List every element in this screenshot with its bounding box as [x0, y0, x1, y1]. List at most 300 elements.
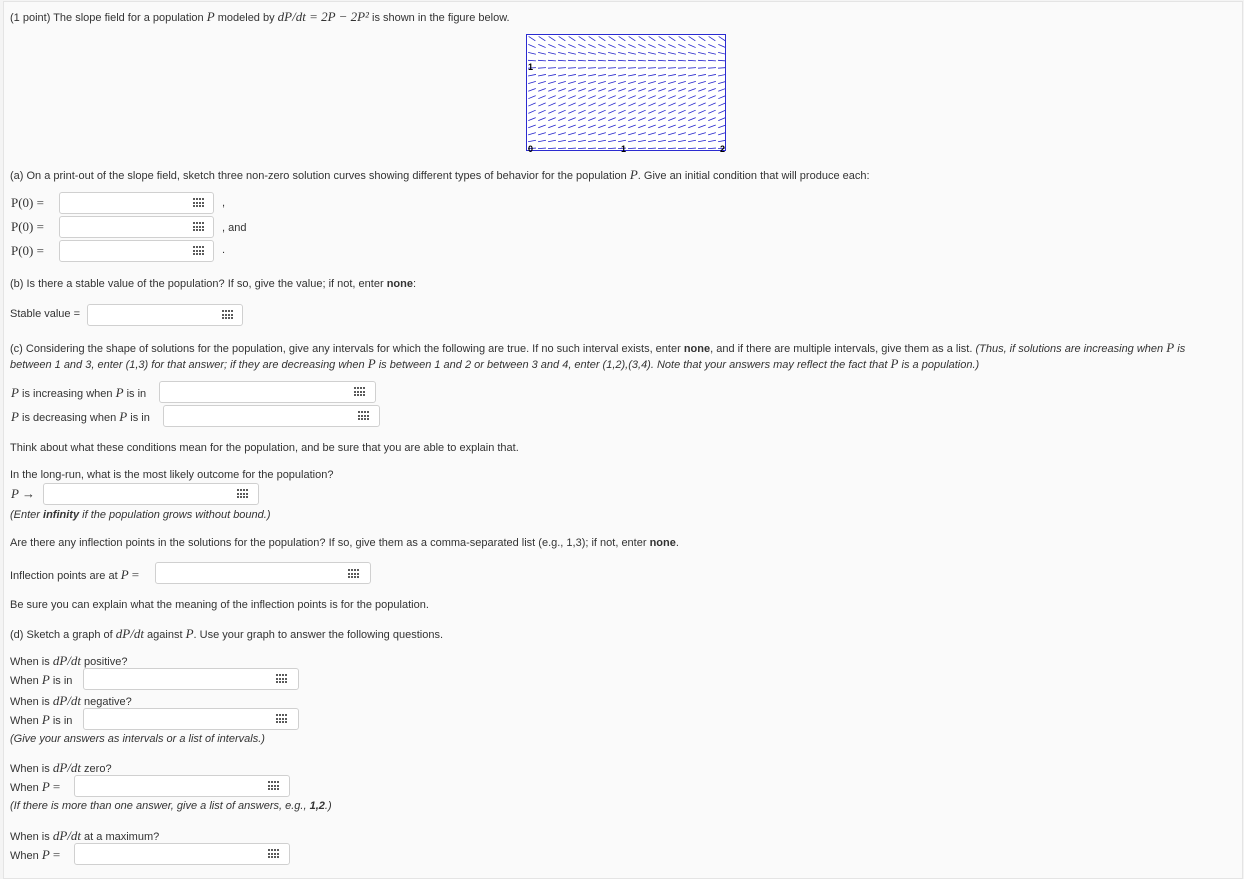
negative-input[interactable]: [83, 708, 299, 730]
slope-segment: [558, 118, 565, 121]
equation-editor-icon[interactable]: [348, 569, 360, 579]
slope-segment: [568, 103, 575, 106]
slope-segment: [588, 60, 596, 61]
intervals-note: (Give your answers as intervals or a list of intervals.): [10, 733, 265, 745]
maximum-when-label: When P =: [10, 847, 61, 862]
slope-segment: [688, 68, 696, 69]
slope-segment: [608, 88, 616, 91]
slope-segment: [628, 118, 635, 121]
slope-segment: [688, 133, 696, 135]
slope-segment: [628, 68, 636, 69]
slope-segment: [668, 44, 675, 47]
slope-segment: [559, 36, 566, 40]
slope-segment: [708, 44, 715, 47]
slope-segment: [608, 118, 615, 121]
equation-editor-icon[interactable]: [193, 246, 205, 256]
slope-segment: [658, 74, 666, 76]
slope-segment: [628, 52, 636, 54]
slope-segment: [578, 74, 586, 76]
more-answers-note: (If there is more than one answer, give a list of answers, e.g., 1,2.): [10, 800, 332, 812]
equation-editor-icon[interactable]: [358, 411, 370, 421]
slope-segment: [538, 140, 546, 142]
slope-segment: [558, 88, 566, 91]
x-tick-0: 0: [528, 144, 534, 154]
slope-segment: [668, 133, 676, 135]
slope-segment: [648, 44, 655, 47]
slope-segment: [688, 52, 696, 54]
equation-editor-icon[interactable]: [276, 714, 288, 724]
slope-segment: [718, 68, 726, 69]
slope-segment: [528, 81, 536, 83]
slope-segment: [558, 133, 566, 135]
slope-segment: [708, 52, 716, 54]
slope-segment: [558, 81, 566, 83]
positive-question: When is dP/dt positive?: [10, 653, 128, 668]
positive-when-label: When P is in: [10, 672, 73, 687]
slope-segment: [538, 133, 546, 135]
slope-segment: [709, 36, 716, 40]
slope-segment: [638, 110, 645, 113]
slope-segment: [608, 52, 616, 54]
slope-segment: [588, 110, 595, 113]
p0-input-1[interactable]: [59, 192, 214, 214]
slope-segment: [648, 74, 656, 76]
slope-segment: [568, 88, 576, 91]
part-a-end: . Give an initial condition that will produce each:: [637, 170, 870, 182]
slope-segment: [708, 88, 716, 91]
inflection-input[interactable]: [155, 562, 371, 584]
slope-segment: [579, 36, 586, 40]
slope-segment: [628, 88, 636, 91]
slope-segment: [578, 96, 585, 99]
slope-segment: [688, 96, 695, 99]
slope-segment: [719, 36, 726, 40]
slope-segment: [588, 140, 596, 142]
slope-segment: [628, 110, 635, 113]
maximum-input[interactable]: [74, 843, 290, 865]
zero-when-label: When P =: [10, 779, 61, 794]
slope-segment: [638, 140, 646, 142]
slope-segment: [678, 133, 686, 135]
equation-editor-icon[interactable]: [268, 781, 280, 791]
slope-segment: [678, 52, 686, 54]
equation-editor-icon[interactable]: [268, 849, 280, 859]
slope-segment: [539, 36, 546, 40]
slope-segment: [558, 96, 565, 99]
slope-segment: [708, 96, 715, 99]
slope-segment: [658, 103, 665, 106]
slope-segment: [698, 44, 705, 47]
slope-segment: [538, 118, 545, 121]
slope-segment: [568, 96, 575, 99]
slope-segment: [688, 125, 696, 128]
slope-segment: [599, 36, 606, 40]
slope-segment: [658, 60, 666, 61]
slope-segment: [628, 44, 635, 47]
slope-segment: [688, 88, 696, 91]
slope-segment: [578, 110, 585, 113]
slope-segment: [568, 74, 576, 76]
slope-segment: [538, 60, 546, 61]
slope-segment: [718, 140, 726, 142]
decreasing-input[interactable]: [163, 405, 380, 427]
slope-segment: [638, 74, 646, 76]
slope-segment: [538, 125, 546, 128]
slope-segment: [618, 44, 625, 47]
slope-segment: [718, 60, 726, 61]
slope-segment: [598, 68, 606, 69]
think-text: Think about what these conditions mean for the population, and be sure that you are able to explain that.: [10, 442, 519, 454]
slope-segment: [568, 81, 576, 83]
slope-segment: [578, 68, 586, 69]
slope-segment: [628, 74, 636, 76]
slope-segment: [538, 68, 546, 69]
slope-segment: [618, 81, 626, 83]
slope-segment: [648, 60, 656, 61]
slope-segment: [598, 60, 606, 61]
slope-segment: [648, 125, 656, 128]
slope-segment: [598, 103, 605, 106]
slope-segment: [588, 74, 596, 76]
slope-segment: [548, 110, 555, 113]
slope-segment: [589, 36, 596, 40]
slope-segment: [548, 148, 556, 149]
x-tick-2: 2: [720, 144, 726, 154]
slope-segment: [568, 118, 575, 121]
slope-segment: [639, 36, 646, 40]
slope-segment: [708, 60, 716, 61]
slope-segment: [718, 133, 726, 135]
slope-segment: [588, 81, 596, 83]
slope-segment: [688, 81, 696, 83]
slope-segment: [548, 118, 555, 121]
slope-segment: [558, 60, 566, 61]
slope-segment: [588, 118, 595, 121]
slope-segment: [608, 96, 615, 99]
p0-input-3[interactable]: [59, 240, 214, 262]
slope-segment: [648, 148, 656, 149]
slope-segment: [658, 44, 665, 47]
slope-segment: [608, 103, 615, 106]
slope-segment: [648, 110, 655, 113]
slope-segment: [668, 103, 675, 106]
slope-segment: [618, 110, 625, 113]
slope-segment: [608, 110, 615, 113]
slope-segment: [528, 74, 536, 76]
slope-segment: [548, 96, 555, 99]
slope-segment: [598, 74, 606, 76]
slope-segment: [718, 110, 725, 113]
slope-segment: [548, 103, 555, 106]
slope-segment: [698, 133, 706, 135]
slope-segment: [609, 36, 616, 40]
slope-segment: [558, 44, 565, 47]
slope-segment: [718, 88, 726, 91]
slope-segment: [608, 74, 616, 76]
slope-segment: [658, 52, 666, 54]
zero-question: When is dP/dt zero?: [10, 760, 112, 775]
slope-segment: [608, 133, 616, 135]
sep-1: ,: [222, 197, 226, 209]
slope-segment: [618, 118, 625, 121]
slope-segment: [598, 140, 606, 142]
slope-segment: [538, 52, 546, 54]
stable-value-input[interactable]: [87, 304, 243, 326]
slope-segment: [588, 44, 595, 47]
slope-segment: [688, 110, 695, 113]
increasing-label: P is increasing when P is in: [11, 385, 147, 400]
slope-segment: [668, 81, 676, 83]
slope-segment: [588, 52, 596, 54]
intro-var: P: [206, 9, 215, 24]
slope-segment: [668, 68, 676, 69]
slope-segment: [628, 81, 636, 83]
slope-segment: [619, 36, 626, 40]
slope-segment: [688, 148, 696, 149]
slope-segment: [558, 74, 566, 76]
slope-segment: [698, 118, 705, 121]
slope-segment: [618, 103, 625, 106]
part-a-question: [10, 167, 870, 183]
slope-segment: [688, 140, 696, 142]
slope-segment: [558, 103, 565, 106]
slope-segment: [718, 81, 726, 83]
slope-segment: [598, 110, 605, 113]
equation-editor-icon[interactable]: [193, 198, 205, 208]
slope-segment: [578, 60, 586, 61]
slope-segment: [528, 125, 536, 128]
slope-segment: [679, 36, 686, 40]
slope-segment: [608, 81, 616, 83]
slope-segment: [658, 81, 666, 83]
slope-segment: [659, 36, 666, 40]
slope-segment: [618, 96, 625, 99]
slope-segment: [569, 36, 576, 40]
equation-editor-icon[interactable]: [222, 310, 234, 320]
slope-segment: [648, 133, 656, 135]
slope-segment: [658, 125, 666, 128]
slope-segment: [548, 68, 556, 69]
slope-segment: [588, 68, 596, 69]
intro-mid: modeled by: [217, 12, 275, 24]
slope-segment: [638, 103, 645, 106]
slope-segment: [578, 133, 586, 135]
slope-segment: [638, 68, 646, 69]
slope-segment: [718, 125, 726, 128]
slope-segment: [529, 36, 536, 40]
inflection-label: Inflection points are at P =: [10, 567, 140, 582]
slope-segment: [528, 133, 536, 135]
slope-segment: [629, 36, 636, 40]
equation-editor-icon[interactable]: [193, 222, 205, 232]
slope-segment: [678, 140, 686, 142]
slope-segment: [598, 118, 605, 121]
slope-segment: [608, 125, 616, 128]
slope-segment: [558, 52, 566, 54]
slope-segment: [688, 103, 695, 106]
slope-segment: [528, 52, 536, 54]
slope-segment: [538, 103, 545, 106]
slope-segment: [548, 74, 556, 76]
slope-segment: [618, 60, 626, 61]
longrun-question: In the long-run, what is the most likely outcome for the population?: [10, 469, 334, 481]
slope-segment: [658, 68, 666, 69]
zero-input[interactable]: [74, 775, 290, 797]
slope-segment: [548, 44, 555, 47]
slope-segment: [538, 88, 546, 91]
slope-segment: [658, 140, 666, 142]
sep-3: .: [222, 244, 226, 256]
slope-segment: [688, 60, 696, 61]
slope-segment: [708, 140, 716, 142]
slope-segment: [568, 148, 576, 149]
slope-segment: [558, 140, 566, 142]
slope-segment: [598, 96, 605, 99]
p0-label-3: P(0) =: [11, 243, 44, 258]
equation-editor-icon[interactable]: [354, 387, 366, 397]
slope-segment: [698, 88, 706, 91]
slope-segment: [698, 74, 706, 76]
increasing-input[interactable]: [159, 381, 376, 403]
slope-segment: [698, 140, 706, 142]
p0-label-2: P(0) =: [11, 219, 44, 234]
slope-segment: [538, 148, 546, 149]
slope-segment: [528, 140, 536, 142]
slope-segment: [718, 44, 725, 47]
slope-segment: [538, 74, 546, 76]
slope-segment: [708, 110, 715, 113]
slope-segment: [678, 96, 685, 99]
slope-segment: [608, 68, 616, 69]
slope-segment: [598, 133, 606, 135]
slope-segment: [648, 103, 655, 106]
slope-segment: [598, 88, 606, 91]
slope-segment: [698, 148, 706, 149]
slope-segment: [628, 96, 635, 99]
slope-segment: [528, 103, 535, 106]
positive-input[interactable]: [83, 668, 299, 690]
slope-segment: [618, 74, 626, 76]
slope-segment: [558, 110, 565, 113]
slope-segment: [638, 125, 646, 128]
slope-segment: [608, 60, 616, 61]
part-a-text: (a) On a print-out of the slope field, sketch three non-zero solution curves showing different types of behavior for the population: [10, 170, 627, 182]
slope-segment: [688, 74, 696, 76]
part-c-line1: (c) Considering the shape of solutions for the population, give any intervals for which the following are true. If no such interval exists, enter none, and if there are multiple intervals, give them as a list. (Thus, if solutions are increasing when P is: [10, 340, 1186, 355]
problem-intro: [10, 9, 510, 25]
slope-segment: [578, 148, 586, 149]
slope-segment: [578, 118, 585, 121]
slope-segment: [618, 133, 626, 135]
slope-segment: [638, 118, 645, 121]
slope-segment: [598, 52, 606, 54]
equation-editor-icon[interactable]: [237, 489, 249, 499]
slope-segment: [708, 81, 716, 83]
part-b-question: (b) Is there a stable value of the population? If so, give the value; if not, enter none:: [10, 278, 417, 290]
slope-segment: [698, 103, 705, 106]
slope-segment: [688, 44, 695, 47]
equation-editor-icon[interactable]: [276, 674, 288, 684]
slope-segment: [588, 125, 596, 128]
slope-segment: [549, 36, 556, 40]
decreasing-label: P is decreasing when P is in: [11, 409, 150, 424]
slope-segment: [678, 60, 686, 61]
slope-segment: [588, 88, 596, 91]
slope-segment: [598, 44, 605, 47]
p0-input-2[interactable]: [59, 216, 214, 238]
slope-segment: [608, 148, 616, 149]
slope-segment: [658, 133, 666, 135]
stable-value-label: Stable value =: [10, 308, 81, 320]
slope-segment: [638, 148, 646, 149]
slope-segment: [649, 36, 656, 40]
slope-segment: [678, 110, 685, 113]
slope-segment: [698, 96, 705, 99]
slope-segment: [628, 60, 636, 61]
slope-segment: [578, 140, 586, 142]
slope-segment: [588, 103, 595, 106]
slope-segment: [618, 52, 626, 54]
slope-segment: [598, 148, 606, 149]
slope-segment: [568, 140, 576, 142]
slope-segment: [528, 96, 535, 99]
slope-segment: [708, 68, 716, 69]
negative-when-label: When P is in: [10, 712, 73, 727]
intro-equation: dP/dt = 2P − 2P²: [277, 9, 369, 24]
slope-segment: [668, 110, 675, 113]
slope-segment: [578, 125, 586, 128]
slope-segment: [668, 96, 675, 99]
slope-segment: [538, 110, 545, 113]
slope-segment: [588, 96, 595, 99]
slope-segment: [699, 36, 706, 40]
slope-segment: [628, 133, 636, 135]
slope-segment: [628, 125, 636, 128]
slope-segment: [618, 88, 626, 91]
slope-segment: [718, 118, 725, 121]
slope-segment: [568, 125, 576, 128]
slope-segment: [548, 52, 556, 54]
x-tick-1: 1: [621, 144, 627, 154]
slope-segment: [658, 148, 666, 149]
slope-segment: [668, 52, 676, 54]
slope-segment: [718, 103, 725, 106]
part-a-var: P: [629, 167, 638, 182]
slope-segment: [708, 148, 716, 149]
inflection-meaning: Be sure you can explain what the meaning of the inflection points is for the population.: [10, 599, 429, 611]
slope-segment: [638, 133, 646, 135]
slope-segment: [588, 133, 596, 135]
longrun-input[interactable]: [43, 483, 259, 505]
slope-segment: [668, 118, 675, 121]
slope-segment: [628, 140, 636, 142]
slope-segment: [698, 81, 706, 83]
slope-segment: [528, 60, 536, 61]
slope-segment: [568, 52, 576, 54]
slope-segment: [648, 68, 656, 69]
slope-segment: [678, 44, 685, 47]
slope-segment: [698, 125, 706, 128]
slope-segment: [578, 44, 585, 47]
slope-segment: [708, 125, 716, 128]
slope-segment: [698, 110, 705, 113]
slope-segment: [648, 140, 656, 142]
slope-segment: [658, 118, 665, 121]
intro-text: (1 point) The slope field for a population: [10, 12, 204, 24]
slope-segment: [648, 88, 656, 91]
inflection-question: Are there any inflection points in the solutions for the population? If so, give them as a comma-separated list (e.g., 1,3); if not, enter none.: [10, 537, 679, 549]
slope-segment: [548, 125, 556, 128]
